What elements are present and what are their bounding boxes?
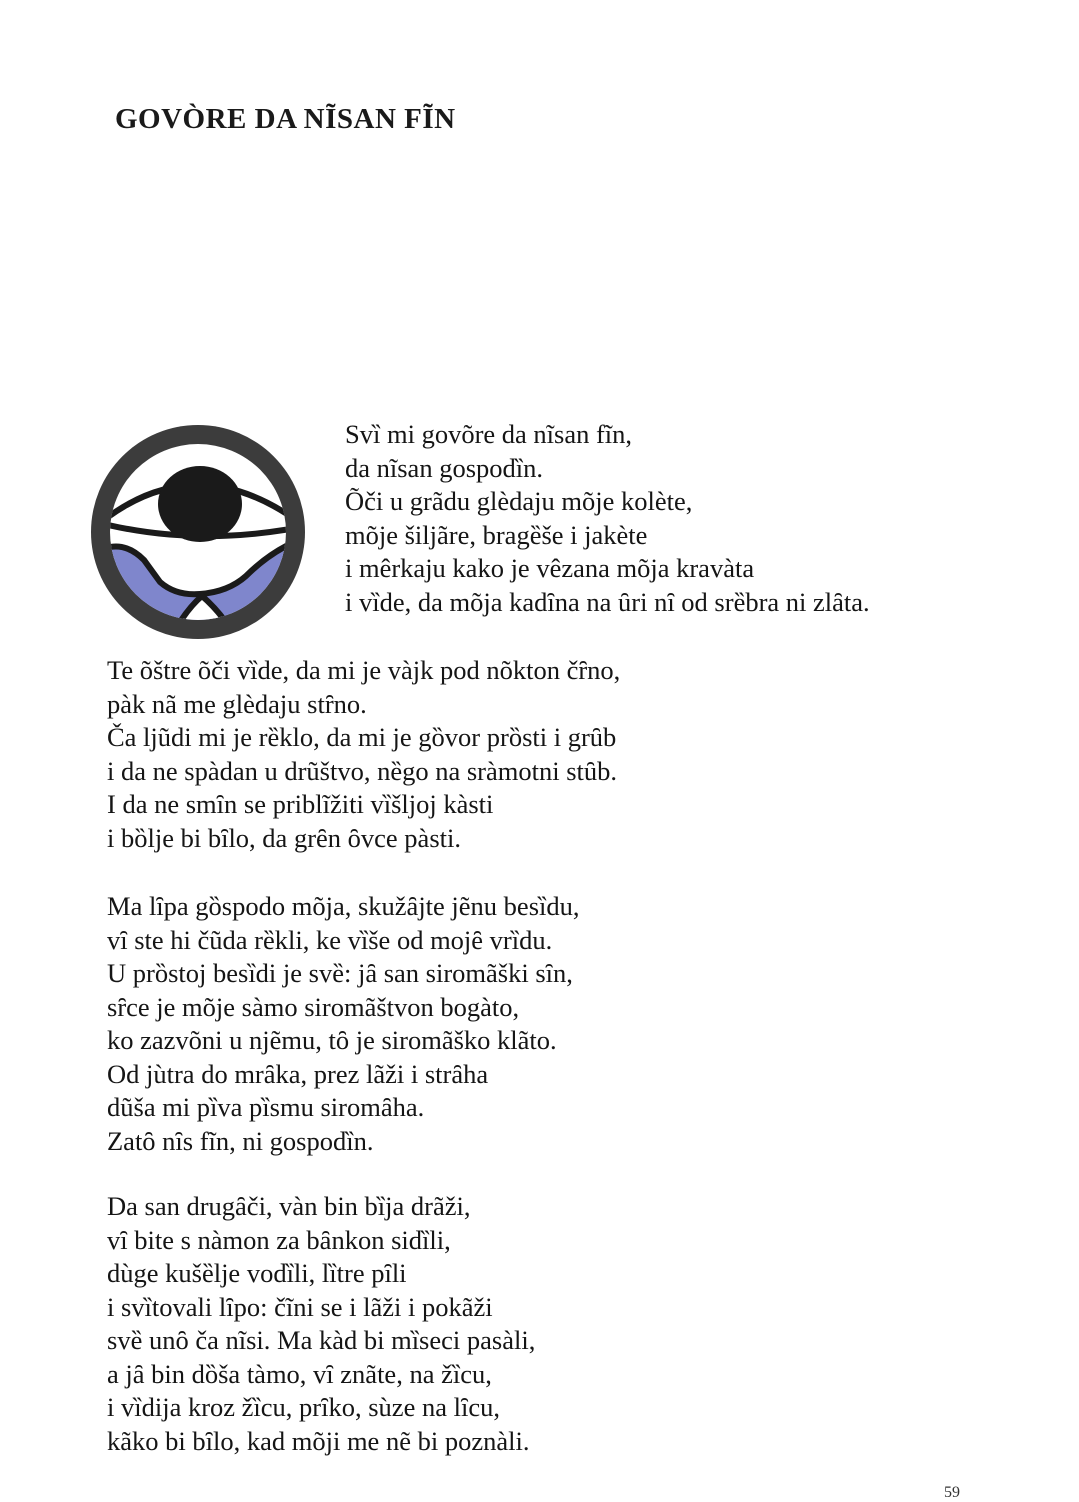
- poem-line: U prȍstoj besȉdi je svȅ: jȃ san siromãški sȋn,: [107, 958, 573, 988]
- stanza-3: [107, 890, 580, 1158]
- poem-line: i vȉde, da mõja kadȋna na ȗri nȋ od srȅbra ni zlȃta.: [345, 586, 870, 617]
- stanza-4: [107, 1190, 535, 1458]
- poem-line: ko zazvõni u njẽmu, tȏ je siromãško klãto.: [107, 1025, 557, 1055]
- poem-line: sȓce je mõje sàmo siromãštvon bogàto,: [107, 991, 520, 1022]
- poem-line: Svȉ mi govõre da nĩsan fĩn,: [345, 419, 633, 449]
- stanza-2: [107, 654, 620, 855]
- stanza-1: [345, 418, 870, 619]
- poem-line: da nĩsan gospodȉn.: [345, 452, 543, 483]
- poem-line: i vȉdija kroz žȉcu, prȋko, sùze na lȋcu,: [107, 1392, 500, 1422]
- poem-line: Zatȏ nȋs fĩn, ni gospodȉn.: [107, 1125, 374, 1156]
- page-number: 59: [944, 1484, 960, 1501]
- poem-line: dũša mi pȉva pȉsmu siromȃha.: [107, 1092, 425, 1122]
- poem-line: dùge kušȅlje vodȉli, lȉtre pȋli: [107, 1258, 407, 1288]
- poem-line: i da ne spàdan u drũštvo, nȅgo na sràmotni stȗb.: [107, 755, 618, 786]
- poem-line: i bȍlje bi bȋlo, da grȇn ȏvce pàsti.: [107, 822, 461, 853]
- poem-line: Da san drugȃči, vàn bin bȉja drãži,: [107, 1191, 471, 1221]
- poem-line: Od jùtra do mrȃka, prez lãži i strȃha: [107, 1058, 489, 1089]
- poem-line: i mêrkaju kako je vêzana mõja kravàta: [345, 553, 755, 583]
- poem-line: i svȉtovali lȋpo: čĩni se i lãži i pokãži: [107, 1291, 493, 1322]
- poem-line: Ma lȋpa gȍspodo mõja, skužȃjte jẽnu besȉdu,: [107, 891, 580, 921]
- poem-line: pàk nã me glèdaju stȓno.: [107, 688, 367, 719]
- poem-line: vȋ bite s nàmon za bȃnkon sidȉli,: [107, 1224, 451, 1255]
- poem-title: GOVÒRE DA NĨSAN FĨN: [115, 103, 456, 135]
- poem-line: Te õštre õči vȉde, da mi je vàjk pod nõkton čȓno,: [107, 655, 621, 685]
- poem-line: Ča ljũdi mi je rȅklo, da mi je gȍvor prȍsti i grȗb: [107, 722, 617, 752]
- poem-line: Õči u grãdu glèdaju mõje kolète,: [345, 486, 693, 516]
- poem-line: svȅ unȏ ča nĩsi. Ma kàd bi mȉseci pasàli,: [107, 1325, 536, 1355]
- poem-line: a jȃ bin dȍša tàmo, vȋ znãte, na žȉcu,: [107, 1358, 492, 1389]
- poem-line: I da ne smȋn se priblĩžiti vȉšljoj kàsti: [107, 789, 494, 819]
- poem-line: mõje šiljãre, bragȅše i jakète: [345, 519, 648, 550]
- poem-line: vȋ ste hi čũda rȅkli, ke vȉše od mojȇ vrȉdu.: [107, 924, 553, 955]
- poem-line: kãko bi bȋlo, kad mõji me nẽ bi poznàli.: [107, 1425, 530, 1456]
- eye-icon: [78, 420, 318, 644]
